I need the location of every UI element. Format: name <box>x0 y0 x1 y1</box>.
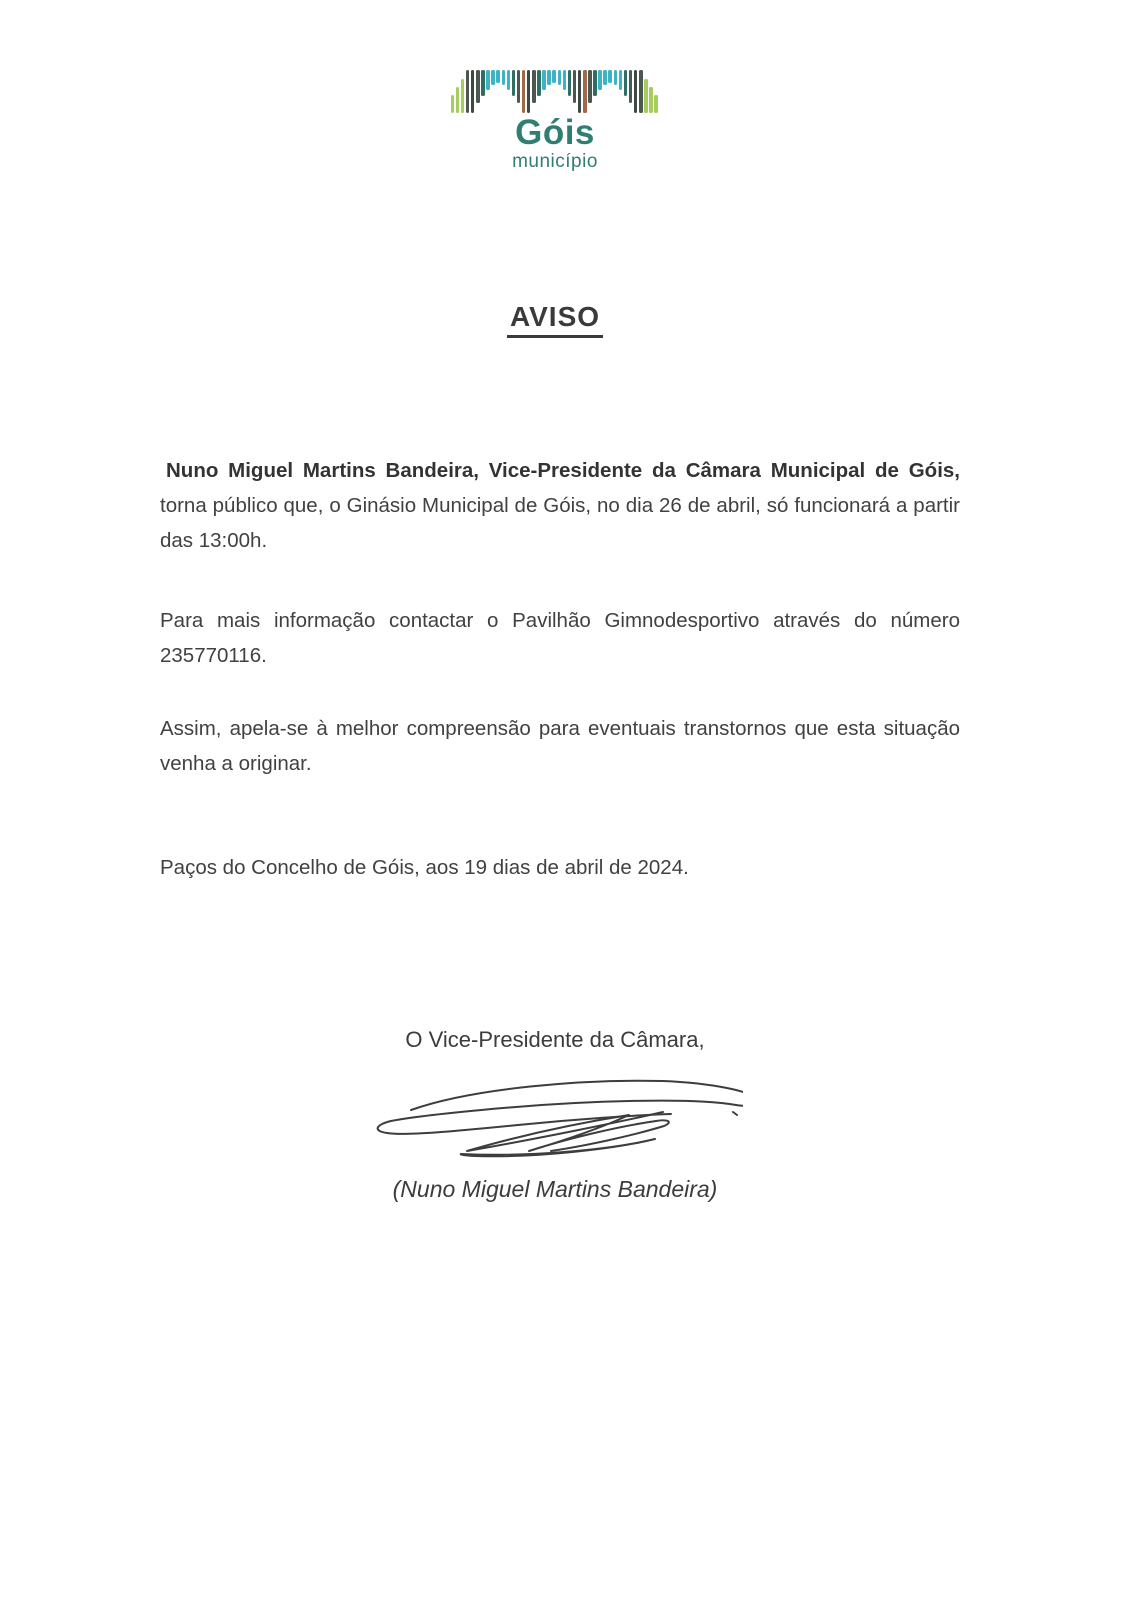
bridge-bar <box>502 70 506 85</box>
bridge-bar <box>451 95 455 113</box>
bridge-bar <box>496 70 500 83</box>
bridge-bar <box>583 70 587 113</box>
bridge-bar <box>547 70 551 85</box>
handwritten-signature-image <box>363 1066 743 1163</box>
notice-title-row <box>0 301 1110 338</box>
signature-name-line: (Nuno Miguel Martins Bandeira) <box>392 1176 718 1202</box>
bridge-bar <box>466 70 470 113</box>
bridge-bar <box>624 70 628 96</box>
bridge-bar <box>639 70 643 113</box>
bridge-bar <box>573 70 577 103</box>
bridge-bar <box>634 70 638 113</box>
logo-subtitle: município <box>512 151 598 172</box>
bridge-bar <box>608 70 612 83</box>
bridge-logo-icon <box>451 70 660 113</box>
bridge-bar <box>476 70 480 103</box>
bridge-bar <box>598 70 602 90</box>
bridge-bar <box>654 95 658 113</box>
bridge-bar <box>542 70 546 90</box>
signatory-name-bold: Nuno Miguel Martins Bandeira, Vice-Presidente da Câmara Municipal de Góis, <box>166 458 960 482</box>
paragraph-apology: Assim, apela-se à melhor compreensão para eventuais transtornos que esta situação venha a originar. <box>160 716 960 775</box>
signature-role-line: O Vice-Presidente da Câmara, <box>405 1027 705 1052</box>
bridge-bar <box>593 70 597 96</box>
logo-wordmark: Góis <box>515 113 595 152</box>
bridge-bar <box>527 70 531 113</box>
notice-title: AVISO <box>507 301 603 338</box>
bridge-bar <box>644 79 648 113</box>
bridge-bar <box>471 70 475 113</box>
bridge-bar <box>486 70 490 90</box>
bridge-bar <box>507 70 511 90</box>
paragraph-announcement-rest: torna público que, o Ginásio Municipal de Góis, no dia 26 de abril, só funcionará a partir das 13:00h. <box>160 493 960 552</box>
bridge-bar <box>578 70 582 113</box>
bridge-bar <box>481 70 485 96</box>
bridge-bar <box>568 70 572 96</box>
bridge-bar <box>619 70 623 90</box>
bridge-bar <box>512 70 516 96</box>
bridge-bar <box>537 70 541 96</box>
bridge-bar <box>588 70 592 103</box>
municipality-logo <box>0 70 1110 171</box>
bridge-bar <box>629 70 633 103</box>
bridge-bar <box>603 70 607 85</box>
bridge-bar <box>522 70 526 113</box>
paragraph-contact: Para mais informação contactar o Pavilhão Gimnodesportivo através do número 235770116. <box>160 608 960 667</box>
bridge-bar <box>563 70 567 90</box>
bridge-bar <box>558 70 562 85</box>
bridge-bar <box>461 79 465 113</box>
bridge-bar <box>552 70 556 83</box>
dateline: Paços do Concelho de Góis, aos 19 dias de abril de 2024. <box>160 855 689 879</box>
bridge-bar <box>456 87 460 113</box>
bridge-bar <box>491 70 495 85</box>
bridge-bar <box>532 70 536 103</box>
bridge-bar <box>517 70 521 103</box>
bridge-bar <box>649 87 653 113</box>
paragraph-announcement <box>160 453 960 558</box>
bridge-bar <box>614 70 618 85</box>
